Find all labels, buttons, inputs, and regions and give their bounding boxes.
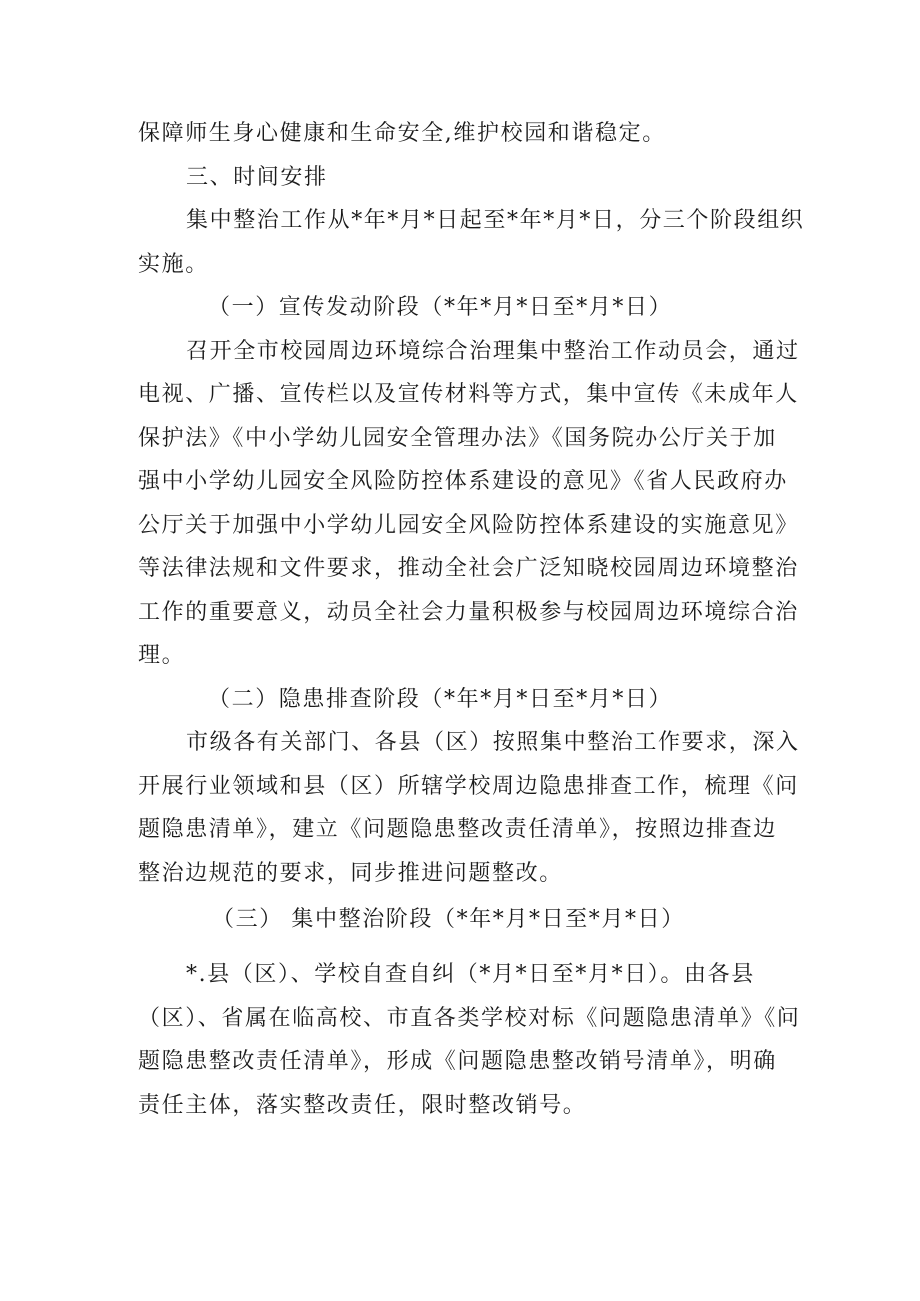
paragraph-line: 开展行业领域和县（区）所辖学校周边隐患排查工作，梳理《问 (138, 774, 799, 799)
paragraph-line: 等法律法规和文件要求，推动全社会广泛知晓校园周边环境整治 (138, 556, 799, 581)
paragraph-line: 整治边规范的要求，同步推进问题整改。 (138, 861, 563, 886)
paragraph-line: 题隐患清单》，建立《问题隐患整改责任清单》，按照边排查边 (138, 817, 777, 842)
paragraph-line: 题隐患整改责任清单》，形成《问题隐患整改销号清单》，明确 (138, 1049, 777, 1074)
subsection-heading: （三） 集中整治阶段（*年*月*日至*月*日） (212, 907, 685, 932)
paragraph-line: 责任主体，落实整改责任，限时整改销号。 (138, 1093, 587, 1118)
subsection-heading: （一）宣传发动阶段（*年*月*日至*月*日） (208, 295, 673, 320)
paragraph-line: 市级各有关部门、各县（区）按照集中整治工作要求，深入 (186, 730, 800, 755)
paragraph-line: 公厅关于加强中小学幼儿园安全风险防控体系建设的实施意见》 (138, 513, 799, 538)
paragraph-line: 电视、广播、宣传栏以及宣传材料等方式，集中宣传《未成年人 (138, 382, 799, 407)
paragraph-line: 保护法》《中小学幼儿园安全管理办法》《国务院办公厅关于加 (138, 426, 777, 451)
paragraph-line: 召开全市校园周边环境综合治理集中整治工作动员会，通过 (186, 339, 800, 364)
paragraph-line: 工作的重要意义，动员全社会力量积极参与校园周边环境综合治 (138, 600, 799, 625)
paragraph-line: 理。 (138, 643, 186, 668)
paragraph-line: 保障师生身心健康和生命安全,维护校园和谐稳定。 (138, 121, 666, 146)
paragraph-line: *.县（区）、学校自查自纠（*月*日至*月*日）。由各县 (186, 962, 755, 987)
paragraph-line: 强中小学幼儿园安全风险防控体系建设的意见》《省人民政府办 (138, 469, 788, 494)
subsection-heading: （二）隐患排查阶段（*年*月*日至*月*日） (208, 687, 673, 712)
paragraph-line: （区）、省属在临高校、市直各类学校对标《问题隐患清单》《问 (138, 1006, 801, 1031)
paragraph-line: 集中整治工作从*年*月*日起至*年*月*日，分三个阶段组织 (186, 208, 805, 233)
paragraph-line: 实施。 (138, 252, 209, 277)
section-heading: 三、时间安排 (186, 165, 328, 190)
